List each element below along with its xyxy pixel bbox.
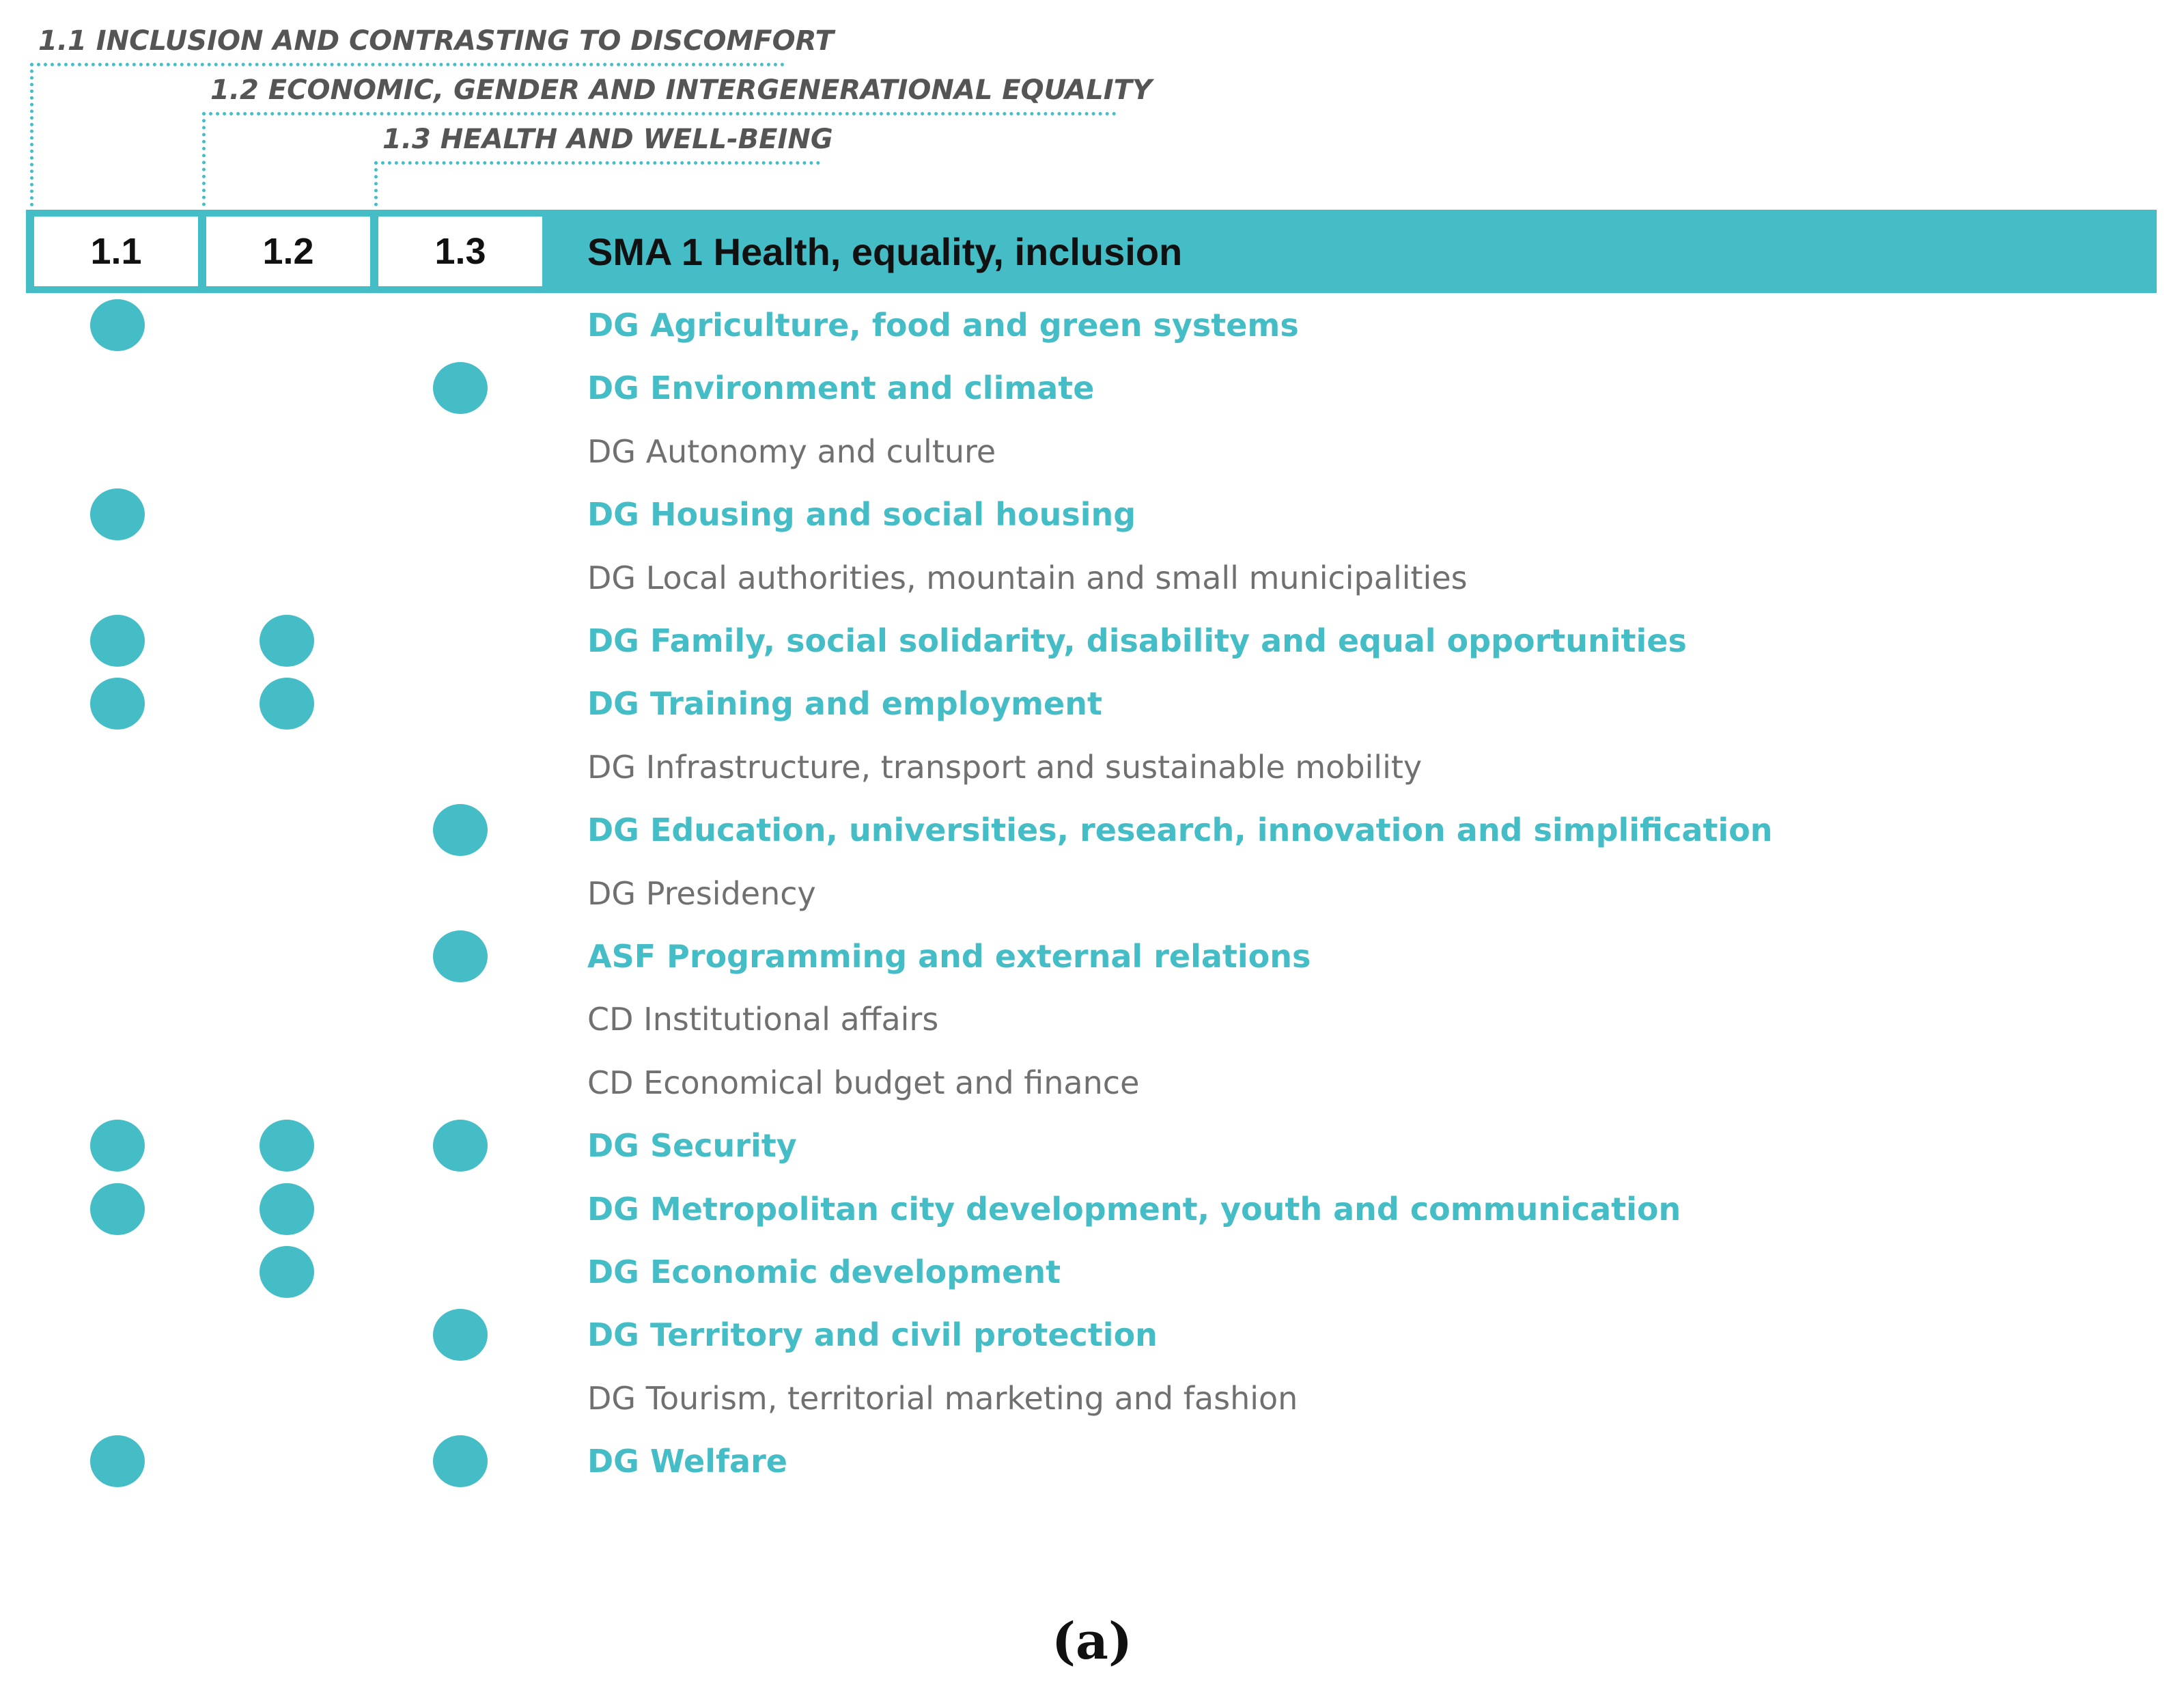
department-label: DG Metropolitan city development, youth and communication [587,1190,1681,1228]
marker-dot-col-1 [90,615,145,667]
department-label: DG Local authorities, mountain and small municipalities [587,559,1468,596]
marker-dot-col-2 [260,1246,314,1298]
marker-dot-col-3 [433,1435,488,1487]
marker-dot-col-2 [260,615,314,667]
department-label: DG Territory and civil protection [587,1316,1158,1354]
list-item [0,1051,2184,1114]
marker-dot-col-1 [90,1120,145,1172]
department-label: ASF Programming and external relations [587,938,1311,975]
legend-connector-1-3 [374,161,820,213]
list-item [0,799,2184,861]
department-label: DG Family, social solidarity, disability and equal opportunities [587,622,1687,659]
department-label: DG Autonomy and culture [587,432,996,470]
list-item [0,1241,2184,1303]
department-label: DG Security [587,1127,797,1165]
legend-label-1-1: 1.1 INCLUSION AND CONTRASTING TO DISCOMFORT [38,25,834,57]
department-label: DG Training and employment [587,685,1102,723]
list-item [0,483,2184,546]
column-header-1-3: 1.3 [378,217,542,286]
marker-dot-col-1 [90,1435,145,1487]
list-item [0,1430,2184,1493]
department-label: DG Housing and social housing [587,496,1136,534]
marker-dot-col-2 [260,1120,314,1172]
list-item [0,420,2184,483]
list-item [0,1303,2184,1366]
marker-dot-col-1 [90,299,145,351]
department-label: DG Welfare [587,1443,787,1480]
list-item [0,862,2184,925]
list-item [0,294,2184,357]
marker-dot-col-3 [433,362,488,414]
figure-caption: (a) [1052,1612,1132,1671]
marker-dot-col-1 [90,1183,145,1235]
marker-dot-col-3 [433,1120,488,1172]
list-item [0,1367,2184,1430]
department-label: DG Agriculture, food and green systems [587,307,1299,344]
marker-dot-col-1 [90,678,145,730]
department-label: DG Economic development [587,1254,1061,1290]
department-label: DG Tourism, territorial marketing and fashion [587,1379,1298,1417]
list-item [0,672,2184,735]
list-item [0,988,2184,1051]
list-item [0,925,2184,988]
marker-dot-col-3 [433,804,488,856]
marker-dot-col-3 [433,1309,488,1361]
department-label: DG Infrastructure, transport and sustainable mobility [587,748,1423,786]
list-item [0,357,2184,419]
department-label: DG Presidency [587,874,816,912]
header-title: SMA 1 Health, equality, inclusion [587,230,1183,273]
department-label: CD Economical budget and finance [587,1064,1140,1101]
marker-dot-col-2 [260,678,314,730]
list-item [0,546,2184,609]
list-item [0,736,2184,799]
department-label: DG Environment and climate [587,370,1095,407]
marker-dot-col-1 [90,488,145,540]
marker-dot-col-2 [260,1183,314,1235]
legend-label-1-2: 1.2 ECONOMIC, GENDER AND INTERGENERATIONAL EQUALITY [210,74,1152,106]
column-header-1-2: 1.2 [206,217,370,286]
department-label: CD Institutional affairs [587,1001,939,1038]
list-item [0,609,2184,672]
column-header-1-1: 1.1 [34,217,198,286]
list-item [0,1178,2184,1241]
legend-label-1-3: 1.3 HEALTH AND WELL-BEING [382,124,833,155]
marker-dot-col-3 [433,930,488,982]
department-label: DG Education, universities, research, innovation and simplification [587,812,1773,849]
list-item [0,1114,2184,1177]
